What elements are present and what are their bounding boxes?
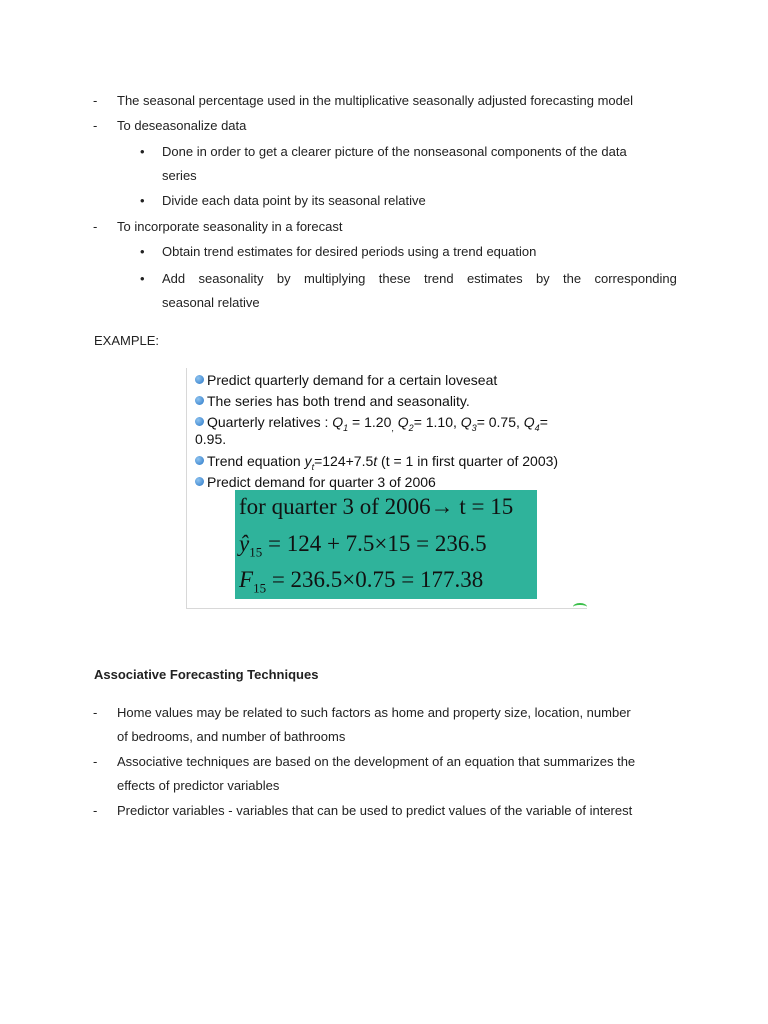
q-symbol: Q [332,414,344,430]
q-value: = 1.20 [348,414,392,430]
bullet-dot-icon [195,396,204,405]
math-line-3 [239,566,483,603]
list-item-text: The seasonal percentage used in the multiplicative seasonally adjusted forecasting model [117,93,633,108]
justified-word: multiplying [304,271,366,286]
bullet-dot-icon [195,375,204,384]
slide-bullet [195,372,497,389]
list-item-text: Predictor variables - variables that can be used to predict values of the variable of interest [117,803,633,818]
q-symbol: Q [523,414,535,430]
q-value: = 0.75, [476,414,524,430]
math-box [235,490,537,599]
q-subscript: 2 [408,422,414,433]
trend-eq: =124+7.5 [314,453,374,469]
t-symbol: t [373,453,378,469]
list-item-text: of bedrooms, and number of bathrooms [117,729,346,744]
example-label: EXAMPLE: [94,333,160,348]
slide-bullet [195,453,558,476]
dash-marker: - [93,219,98,234]
bullet-dot-icon [195,477,204,486]
q-subscript: 4 [534,422,540,433]
sub-list-item-text: series [162,168,197,183]
justified-word: by [535,271,550,286]
y-symbol: y [304,453,312,469]
justified-word: trend [423,271,454,286]
justified-word: seasonality [198,271,264,286]
sub-list-item-text [162,270,677,288]
f-subscript: 15 [253,580,267,596]
dash-marker: - [93,93,98,108]
justified-word: by [276,271,291,286]
example-slide-figure [186,368,587,609]
q-value: = 1.10, [413,414,461,430]
justified-word: estimates [466,271,523,286]
sub-list-item-text: Done in order to get a clearer picture of the nonseasonal components of the data [162,144,627,159]
math-line-2 [239,530,487,567]
section-heading: Associative Forecasting Techniques [94,667,319,682]
q-symbol: Q [397,414,409,430]
bullet-dot-icon [195,417,204,426]
justified-word: corresponding [594,271,677,286]
q-subscript: 1 [343,422,349,433]
dash-marker: - [93,705,98,720]
bullet-marker: • [140,271,145,286]
q-subscript: 3 [471,422,477,433]
dash-marker: - [93,118,98,133]
sub-list-item-text: seasonal relative [162,295,260,310]
trend-note: (t = 1 in first quarter of 2003) [377,453,559,469]
f-symbol: F [239,567,254,592]
q-symbol: Q [460,414,472,430]
slide-bullet-text: Predict demand for quarter 3 of 2006 [207,474,436,490]
math-line-1: for quarter 3 of 2006→ t = 15 [239,494,514,519]
justified-word: these [378,271,411,286]
sub-list-item-text: Divide each data point by its seasonal relative [162,193,426,208]
y-hat-symbol: ŷ [239,531,250,556]
slide-decoration [573,603,587,611]
bullet-marker: • [140,244,145,259]
slide-bullet-text: The series has both trend and seasonality. [207,393,470,409]
list-item-text: To deseasonalize data [117,118,247,133]
slide-bullet-continuation [195,431,226,448]
slide-bullet [195,474,436,491]
justified-word: Add [162,271,186,286]
sub-list-item-text: Obtain trend estimates for desired periods using a trend equation [162,244,537,259]
list-item-text: To incorporate seasonality in a forecast [117,219,343,234]
slide-bullet [195,393,470,410]
bullet-marker: • [140,144,145,159]
dash-marker: - [93,754,98,769]
slide-bullet-text: Predict quarterly demand for a certain loveseat [207,372,498,388]
slide-bullet: Quarterly relatives : $Q_1 = 1.20_,$ $Q_2= 1.10$, $Q_3= 0.75$, $Q_4=$ [195,414,548,437]
q-value: = [539,414,548,430]
math-line-2-rest: = 124 + 7.5×15 = 236.5 [262,531,487,556]
slide-bullet-text: Trend equation [207,453,305,469]
y-hat-subscript: 15 [249,544,263,560]
bullet-marker: • [140,193,145,208]
list-item-text: Home values may be related to such factors as home and property size, location, number [117,705,631,720]
list-item-text: Associative techniques are based on the development of an equation that summarizes the [117,754,636,769]
bullet-dot-icon [195,456,204,465]
slide-bullet-text: Quarterly relatives : [207,414,333,430]
math-line-3-rest: = 236.5×0.75 = 177.38 [266,567,484,592]
y-subscript: t [311,461,315,472]
dash-marker: - [93,803,98,818]
justified-word: the [563,271,582,286]
list-item-text: effects of predictor variables [117,778,280,793]
slide-bullet-text: 0.95. [195,431,227,447]
